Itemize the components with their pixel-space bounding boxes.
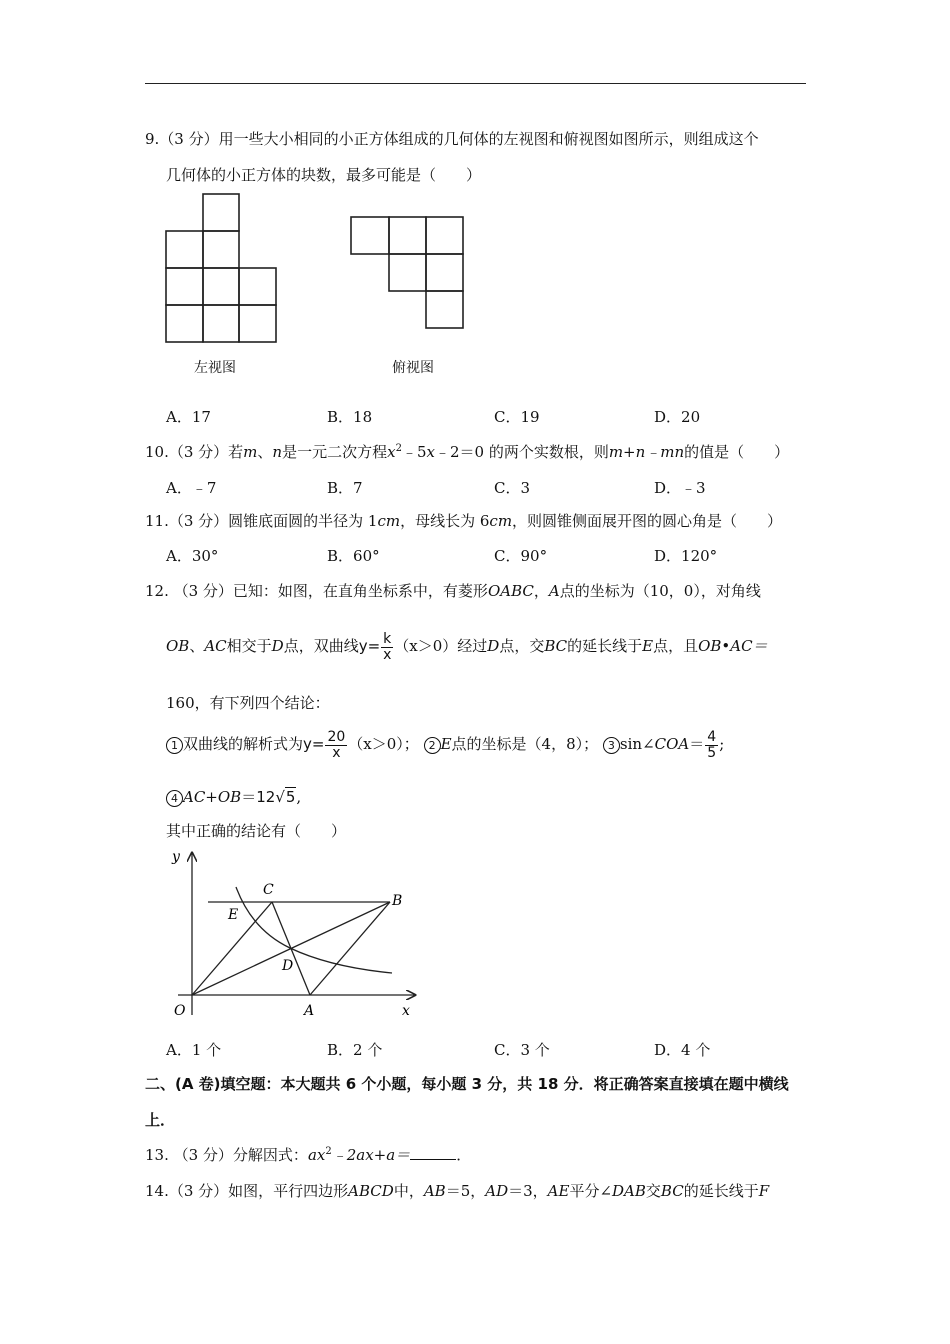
answer-blank[interactable] bbox=[410, 1147, 456, 1160]
q12-option-c: C．3 个 bbox=[494, 1041, 550, 1059]
q11-stem: 11.（3 分）圆锥底面圆的半径为 1cm，母线长为 6cm，则圆锥侧面展开图的圆心角是（ ） bbox=[145, 512, 783, 530]
label-c: C bbox=[263, 882, 274, 898]
q10-option-b: B．7 bbox=[327, 479, 363, 497]
q10-option-d: D．﹣3 bbox=[654, 479, 706, 497]
q9-line1: 9.（3 分）用一些大小相同的小正方体组成的几何体的左视图和俯视图如图所示，则组成这个 bbox=[145, 130, 759, 148]
q9-option-d: D．20 bbox=[654, 408, 701, 426]
k-over-x-fraction: $\frac{k}{x}$ bbox=[383, 631, 392, 663]
label-b: B bbox=[392, 893, 403, 909]
q9-option-c: C．19 bbox=[494, 408, 540, 426]
q12-line3: 160，有下列四个结论： bbox=[166, 694, 330, 712]
4-over-5-fraction: $\frac{4}{5}$ bbox=[707, 729, 717, 761]
q9-option-b: B．18 bbox=[327, 408, 373, 426]
q11-option-d: D．120° bbox=[654, 547, 718, 565]
label-d: D bbox=[282, 958, 294, 974]
left-view-caption: 左视图 bbox=[194, 360, 236, 376]
left-view-grid bbox=[166, 194, 276, 342]
section2-heading-cont: 上． bbox=[145, 1111, 176, 1129]
label-y: y bbox=[172, 849, 180, 865]
sqrt-symbol: √5 bbox=[275, 788, 296, 806]
q12-question-line: 其中正确的结论有（ ） bbox=[166, 822, 347, 840]
section2-heading: 二、(A 卷)填空题：本大题共 6 个小题，每小题 3 分，共 18 分．将正确答案直接填在题中横线 bbox=[145, 1075, 789, 1093]
q9-line2: 几何体的小正方体的块数，最多可能是（ ） bbox=[166, 166, 482, 184]
q10-option-a: A．﹣7 bbox=[166, 479, 217, 497]
q12-rhombus-figure bbox=[160, 845, 430, 1025]
q12-conclusions-1-3: 1 双曲线的解析式为y= $\frac{20}{x}$ （x＞0）； 2 E点的坐标是（4，8）； 3 sin∠COA＝ $\frac{4}{5}$ ; bbox=[166, 730, 724, 760]
q11-option-b: B．60° bbox=[327, 547, 380, 565]
q12-line1: 12. （3 分）已知：如图，在直角坐标系中，有菱形OABC，A点的坐标为（10，0），对角线 bbox=[145, 582, 761, 600]
label-a: A bbox=[304, 1003, 315, 1019]
q10-stem: 10.（3 分）若m、n是一元二次方程$x^2﹣5x﹣2=0$ 的两个实数根，则m+n﹣mn的值是（ ） bbox=[145, 443, 790, 461]
top-view-grid bbox=[351, 217, 463, 328]
q12-option-b: B．2 个 bbox=[327, 1041, 383, 1059]
label-e: E bbox=[228, 907, 239, 923]
20-over-x-fraction: $\frac{20}{x}$ bbox=[327, 729, 346, 761]
side-ab bbox=[310, 902, 390, 995]
label-x: x bbox=[402, 1003, 410, 1019]
q12-line2: OB、AC相交于D点，双曲线y= $\frac{k}{x}$ （x＞0）经过D点，交BC的延长线于E点，且OB•AC＝ bbox=[166, 631, 768, 663]
q11-option-c: C．90° bbox=[494, 547, 548, 565]
q13-stem: 13. （3 分）分解因式：$ax^2﹣2ax+a=$ ． bbox=[145, 1146, 472, 1164]
label-o: O bbox=[174, 1003, 186, 1019]
q9-option-a: A．17 bbox=[166, 408, 211, 426]
q14-stem: 14.（3 分）如图，平行四边形ABCD中，AB＝5，AD＝3，AE平分∠DAB交BC的延长线于F bbox=[145, 1182, 770, 1200]
q12-conclusion-4: 4 AC+OB＝12√5, bbox=[166, 786, 301, 807]
q12-option-a: A．1 个 bbox=[166, 1041, 222, 1059]
q12-option-d: D．4 个 bbox=[654, 1041, 711, 1059]
q10-option-c: C．3 bbox=[494, 479, 531, 497]
hyperbola bbox=[236, 887, 392, 973]
q11-option-a: A．30° bbox=[166, 547, 219, 565]
header-rule bbox=[145, 83, 806, 84]
top-view-caption: 俯视图 bbox=[392, 360, 434, 376]
